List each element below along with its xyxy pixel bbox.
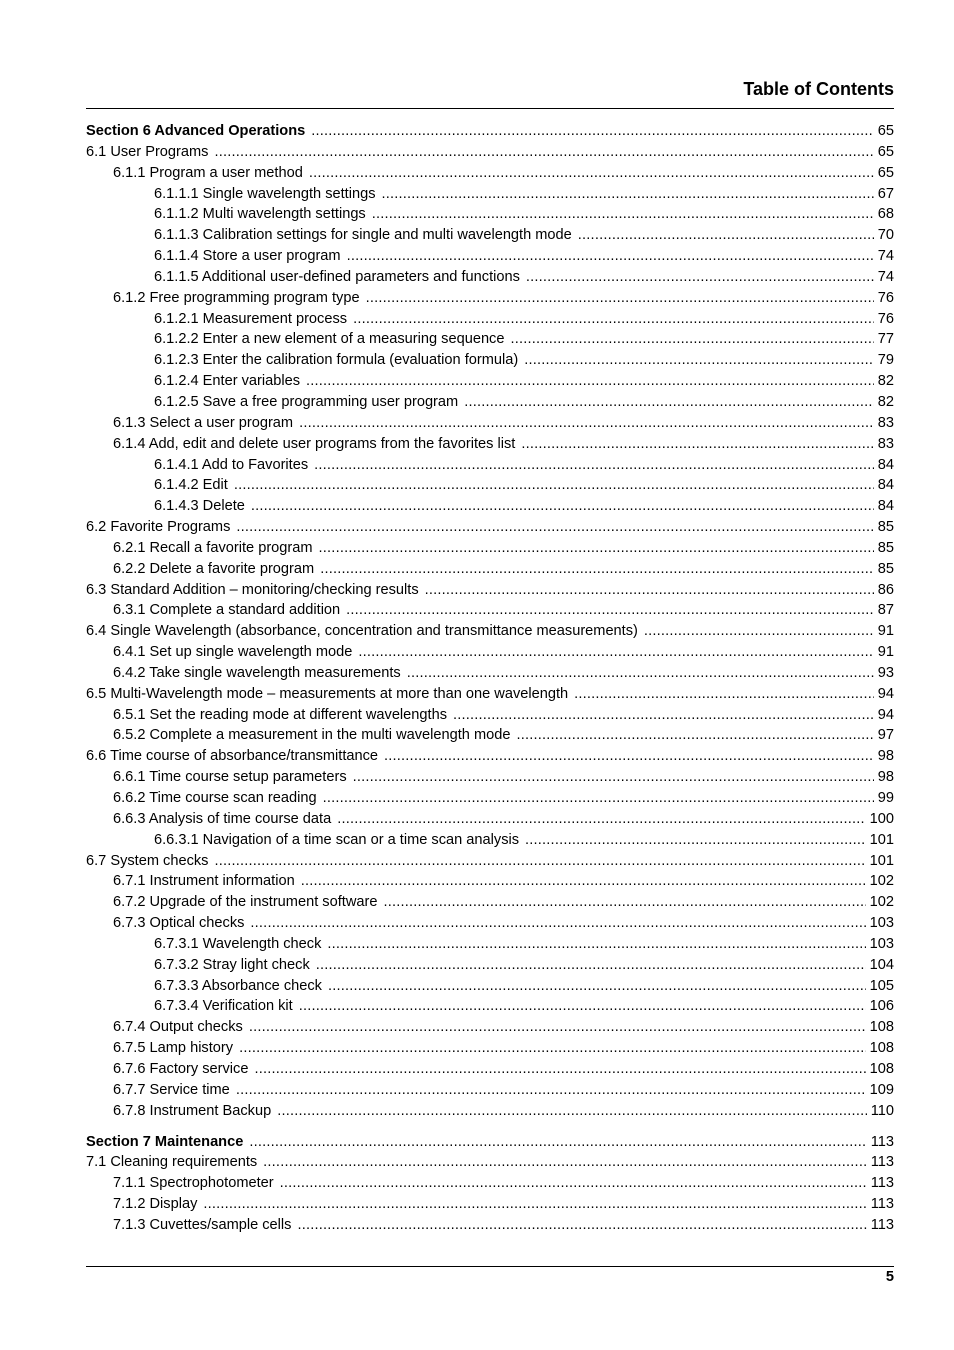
toc-entry-page: 74 [877, 248, 894, 265]
toc-entry[interactable] [86, 413, 894, 434]
toc-entry-title: 6.7.3.1 Wavelength check [154, 935, 322, 952]
toc-entry-page: 113 [870, 1175, 894, 1192]
dot-leader [236, 1080, 866, 1101]
toc-entry[interactable] [86, 371, 894, 392]
toc-entry[interactable] [86, 767, 894, 788]
toc-entry-title: 6.7.3 Optical checks [113, 915, 245, 932]
toc-entry[interactable] [86, 642, 894, 663]
toc-entry-page: 102 [869, 894, 894, 911]
toc-entry-page: 98 [877, 748, 894, 765]
dot-leader [524, 350, 874, 371]
toc-entry-page: 87 [877, 602, 894, 619]
toc-entry-title: 6.1.4 Add, edit and delete user programs from the favorites list [113, 435, 516, 452]
toc-entry[interactable] [86, 892, 894, 913]
toc-entry-title: 6.1.1.4 Store a user program [154, 248, 341, 265]
toc-entry-page: 101 [869, 852, 894, 869]
dot-leader [372, 204, 874, 225]
dot-leader [517, 725, 874, 746]
toc-entry[interactable] [86, 1080, 894, 1101]
toc-entry-title: 7.1.2 Display [113, 1196, 198, 1213]
dot-leader [301, 871, 866, 892]
toc-entry-title: 6.1.4.2 Edit [154, 477, 228, 494]
dot-leader [353, 767, 874, 788]
toc-entry-title: Section 7 Maintenance [86, 1133, 244, 1150]
toc-entry-title: 6.6.3 Analysis of time course data [113, 810, 332, 827]
toc-entry[interactable] [86, 288, 894, 309]
dot-leader [353, 309, 874, 330]
dot-leader [277, 1101, 867, 1122]
toc-entry[interactable] [86, 809, 894, 830]
dot-leader [525, 830, 866, 851]
dot-leader [214, 142, 873, 163]
toc-entry-page: 108 [869, 1019, 894, 1036]
toc-entry[interactable] [86, 163, 894, 184]
dot-leader [234, 475, 874, 496]
toc-entry-title: 6.7.3.3 Absorbance check [154, 977, 322, 994]
dot-leader [453, 705, 874, 726]
toc-section-heading[interactable] [86, 1132, 894, 1153]
dot-leader [236, 517, 873, 538]
toc-entry[interactable] [86, 1038, 894, 1059]
toc-entry-title: 6.1.1.1 Single wavelength settings [154, 185, 376, 202]
toc-entry-title: 6.1.2.1 Measurement process [154, 310, 348, 327]
toc-entry-page: 85 [877, 539, 894, 556]
toc-entry[interactable] [86, 705, 894, 726]
toc-entry-title: 6.7.8 Instrument Backup [113, 1102, 272, 1119]
toc-entry[interactable] [86, 475, 894, 496]
toc-entry-title: 6.2.1 Recall a favorite program [113, 539, 313, 556]
header-divider [86, 108, 894, 109]
toc-entry-title: 6.1.1.5 Additional user-defined parameters and functions [154, 268, 520, 285]
toc-entry[interactable] [86, 830, 894, 851]
toc-entry-page: 91 [877, 644, 894, 661]
dot-leader [203, 1194, 866, 1215]
dot-leader [578, 225, 874, 246]
toc-entry-title: 6.1.2.4 Enter variables [154, 373, 301, 390]
toc-entry-title: 6.6.2 Time course scan reading [113, 790, 317, 806]
toc-entry[interactable] [86, 496, 894, 517]
toc-entry-title: 6.1.3 Select a user program [113, 414, 294, 431]
dot-leader [280, 1173, 867, 1194]
toc-entry-page: 74 [877, 268, 894, 285]
dot-leader [366, 288, 874, 309]
toc-entry-page: 97 [877, 727, 894, 744]
toc-entry[interactable] [86, 955, 894, 976]
dot-leader [249, 1132, 866, 1153]
dot-leader [383, 892, 865, 913]
toc-entry-page: 113 [870, 1154, 894, 1171]
dot-leader [263, 1152, 867, 1173]
toc-entry[interactable] [86, 538, 894, 559]
toc-entry-page: 83 [877, 414, 894, 431]
toc-entry-page: 84 [877, 456, 894, 473]
toc-entry-page: 77 [877, 331, 894, 348]
toc-entry-page: 94 [877, 706, 894, 723]
dot-leader [239, 1038, 866, 1059]
toc-entry[interactable] [86, 559, 894, 580]
toc-entry[interactable] [86, 517, 894, 538]
toc-entry-title: 6.2.2 Delete a favorite program [113, 560, 315, 577]
dot-leader [574, 684, 874, 705]
toc-entry[interactable] [86, 996, 894, 1017]
toc-entry[interactable] [86, 1215, 894, 1236]
toc-entry[interactable] [86, 684, 894, 705]
dot-leader [214, 851, 865, 872]
toc-entry[interactable] [86, 204, 894, 225]
toc-entry[interactable] [86, 725, 894, 746]
toc-entry[interactable] [86, 1059, 894, 1080]
toc-entry-title: 6.4 Single Wavelength (absorbance, concentration and transmittance measurements) [86, 623, 638, 640]
toc-entry-page: 105 [869, 977, 894, 994]
dot-leader [254, 1059, 865, 1080]
toc-entry-page: 67 [877, 185, 894, 202]
toc-entry-title: 6.7.5 Lamp history [113, 1040, 234, 1057]
dot-leader [299, 413, 874, 434]
toc-entry[interactable] [86, 913, 894, 934]
toc-entry-page: 83 [877, 435, 894, 452]
toc-entry-title: 6.1.2.3 Enter the calibration formula (evaluation formula) [154, 352, 519, 369]
toc-entry[interactable] [86, 1152, 894, 1173]
toc-entry-page: 104 [869, 956, 894, 973]
page-number: 5 [885, 1269, 894, 1285]
toc-entry-page: 84 [877, 477, 894, 494]
toc-entry-title: 6.7.3.4 Verification kit [154, 998, 293, 1015]
dot-leader [346, 600, 874, 621]
toc-entry-page: 65 [877, 143, 894, 160]
dot-leader [309, 163, 874, 184]
toc-entry-title: 6.5 Multi-Wavelength mode – measurements at more than one wavelength [86, 685, 569, 702]
toc-entry-page: 98 [877, 769, 894, 786]
dot-leader [510, 329, 873, 350]
toc-entry-page: 85 [877, 519, 894, 536]
toc-entry-title: 7.1.3 Cuvettes/sample cells [113, 1216, 292, 1233]
toc-entry-title: 6.4.2 Take single wavelength measurements [113, 664, 401, 681]
dot-leader [464, 392, 874, 413]
dot-leader [316, 955, 866, 976]
toc-entry-title: 6.2 Favorite Programs [86, 519, 231, 536]
page-title: Table of Contents [743, 79, 894, 99]
toc-entry-page: 84 [877, 498, 894, 515]
toc-entry-page: 82 [877, 393, 894, 410]
toc-entry[interactable] [86, 746, 894, 767]
toc-entry[interactable] [86, 600, 894, 621]
toc-entry-page: 113 [870, 1133, 894, 1150]
toc-entry[interactable] [86, 1101, 894, 1122]
dot-leader [323, 788, 874, 809]
toc-entry-title: 6.5.2 Complete a measurement in the multi wavelength mode [113, 727, 511, 744]
dot-leader [407, 663, 874, 684]
toc-entry-title: 6.7 System checks [86, 852, 209, 869]
dot-leader [249, 1017, 866, 1038]
toc-entry-page: 76 [877, 310, 894, 327]
dot-leader [319, 538, 874, 559]
toc-entry-title: 6.1.4.1 Add to Favorites [154, 456, 309, 473]
dot-leader [644, 621, 874, 642]
toc-entry-page: 103 [869, 935, 894, 952]
toc-entry-page: 91 [877, 623, 894, 640]
dot-leader [306, 371, 874, 392]
toc-entry-page: 65 [877, 123, 894, 139]
toc-entry[interactable] [86, 184, 894, 205]
toc-entry-title: 6.7.4 Output checks [113, 1019, 243, 1036]
dot-leader [328, 976, 866, 997]
toc-entry-title: Section 6 Advanced Operations [86, 123, 306, 139]
toc-entry-page: 85 [877, 560, 894, 577]
toc-entry-title: 6.7.7 Service time [113, 1081, 230, 1098]
dot-leader [382, 184, 874, 205]
dot-leader [521, 434, 873, 455]
toc-entry[interactable] [86, 580, 894, 601]
toc-entry[interactable] [86, 663, 894, 684]
dot-leader [311, 121, 874, 142]
toc-entry-title: 6.3 Standard Addition – monitoring/checking results [86, 581, 419, 598]
dot-leader [320, 559, 874, 580]
toc-entry-title: 6.7.1 Instrument information [113, 873, 295, 890]
toc-entry-page: 70 [877, 227, 894, 244]
dot-leader [250, 913, 865, 934]
toc-entry-page: 113 [870, 1196, 894, 1213]
toc-entry-page: 108 [869, 1040, 894, 1057]
toc-entry-page: 82 [877, 373, 894, 390]
toc-entry-page: 94 [877, 685, 894, 702]
toc-entry-page: 109 [869, 1081, 894, 1098]
toc-entry-title: 6.7.2 Upgrade of the instrument software [113, 894, 378, 911]
toc-entry-title: 7.1.1 Spectrophotometer [113, 1175, 274, 1192]
toc-section-heading[interactable] [86, 121, 894, 142]
toc-entry[interactable] [86, 1194, 894, 1215]
toc-entry[interactable] [86, 142, 894, 163]
toc-entry-title: 6.6 Time course of absorbance/transmittance [86, 748, 379, 765]
dot-leader [425, 580, 874, 601]
toc-entry-title: 6.5.1 Set the reading mode at different wavelengths [113, 706, 447, 723]
dot-leader [299, 996, 866, 1017]
toc-entry[interactable] [86, 871, 894, 892]
toc-entry-page: 93 [877, 664, 894, 681]
toc-entry[interactable] [86, 934, 894, 955]
toc-entry[interactable] [86, 1173, 894, 1194]
toc-entry-page: 68 [877, 206, 894, 223]
toc-entry-title: 6.6.3.1 Navigation of a time scan or a time scan analysis [154, 831, 520, 848]
toc-entry[interactable] [86, 788, 894, 809]
toc-entry[interactable] [86, 329, 894, 350]
dot-leader [347, 246, 874, 267]
toc-entry-title: 6.1.1.2 Multi wavelength settings [154, 206, 366, 223]
toc-entry-page: 108 [869, 1060, 894, 1077]
toc-entry-title: 6.1.2.2 Enter a new element of a measuring sequence [154, 331, 505, 348]
toc-entry-title: 6.1.2 Free programming program type [113, 289, 360, 306]
dot-leader [526, 267, 874, 288]
toc-entry[interactable] [86, 392, 894, 413]
toc-entry-page: 65 [877, 164, 894, 181]
toc-entry-title: 6.3.1 Complete a standard addition [113, 602, 341, 619]
toc-entry-page: 99 [877, 790, 894, 806]
toc-entry-page: 79 [877, 352, 894, 369]
toc-entry-page: 103 [869, 915, 894, 932]
dot-leader [384, 746, 874, 767]
toc-entry-page: 101 [869, 831, 894, 848]
toc-entry-page: 110 [870, 1102, 894, 1119]
dot-leader [314, 455, 874, 476]
footer-divider [86, 1266, 894, 1267]
toc-entry-title: 6.7.6 Factory service [113, 1060, 249, 1077]
toc-entry[interactable] [86, 851, 894, 872]
toc-entry-title: 6.7.3.2 Stray light check [154, 956, 310, 973]
toc-entry-title: 6.1.1.3 Calibration settings for single and multi wavelength mode [154, 227, 572, 244]
toc-entry-title: 6.1.4.3 Delete [154, 498, 245, 515]
toc-entry[interactable] [86, 246, 894, 267]
toc-entry-title: 7.1 Cleaning requirements [86, 1154, 258, 1171]
toc-entry[interactable] [86, 1017, 894, 1038]
toc-entry-page: 76 [877, 289, 894, 306]
toc-entry[interactable] [86, 309, 894, 330]
dot-leader [251, 496, 874, 517]
toc-entry[interactable] [86, 434, 894, 455]
toc-entry[interactable] [86, 225, 894, 246]
toc-entry-page: 100 [869, 810, 894, 827]
toc-entry[interactable] [86, 267, 894, 288]
dot-leader [358, 642, 873, 663]
toc-entry-title: 6.6.1 Time course setup parameters [113, 769, 347, 786]
toc-entry-title: 6.4.1 Set up single wavelength mode [113, 644, 353, 661]
toc-list [86, 121, 894, 1236]
toc-entry-page: 106 [869, 998, 894, 1015]
toc-entry[interactable] [86, 350, 894, 371]
toc-entry-title: 6.1.1 Program a user method [113, 164, 303, 181]
toc-entry-title: 6.1 User Programs [86, 143, 209, 160]
dot-leader [297, 1215, 866, 1236]
toc-entry-page: 86 [877, 581, 894, 598]
toc-entry-title: 6.1.2.5 Save a free programming user program [154, 393, 459, 410]
toc-entry-page: 113 [870, 1216, 894, 1233]
toc-entry[interactable] [86, 621, 894, 642]
toc-entry-page: 102 [869, 873, 894, 890]
toc-entry[interactable] [86, 976, 894, 997]
toc-entry[interactable] [86, 455, 894, 476]
dot-leader [337, 809, 865, 830]
dot-leader [327, 934, 865, 955]
